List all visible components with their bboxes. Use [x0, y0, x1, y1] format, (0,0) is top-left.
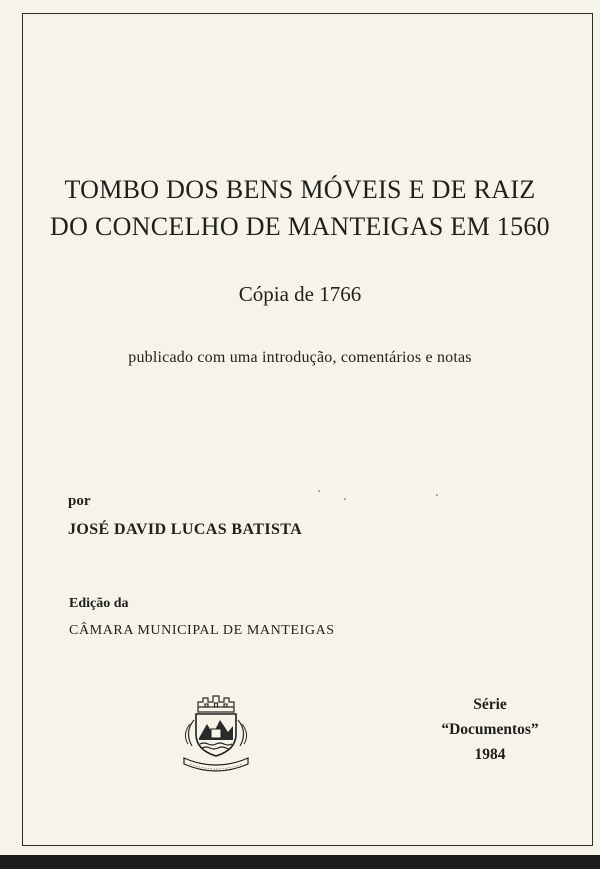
edition-label: Edição da: [69, 596, 129, 611]
publisher-name: CÂMARA MUNICIPAL DE MANTEIGAS: [69, 623, 335, 638]
paper-speck: [436, 494, 438, 496]
author-name: JOSÉ DAVID LUCAS BATISTA: [68, 521, 303, 538]
copy-year: Cópia de 1766: [238, 282, 362, 306]
scan-bottom-edge: [0, 855, 600, 869]
series-name: “Documentos”: [441, 721, 539, 738]
title-line-1: TOMBO DOS BENS MÓVEIS E DE RAIZ: [64, 175, 536, 204]
subtitle: publicado com uma introdução, comentários e notas: [128, 349, 472, 366]
paper-speck: [344, 498, 346, 500]
series-year: 1984: [474, 746, 506, 763]
series-label: Série: [473, 696, 507, 713]
title-line-2: DO CONCELHO DE MANTEIGAS EM 1560: [50, 212, 550, 241]
municipal-coat-of-arms-icon: [178, 690, 254, 778]
author-prefix: por: [68, 493, 91, 509]
paper-speck: [318, 490, 320, 492]
